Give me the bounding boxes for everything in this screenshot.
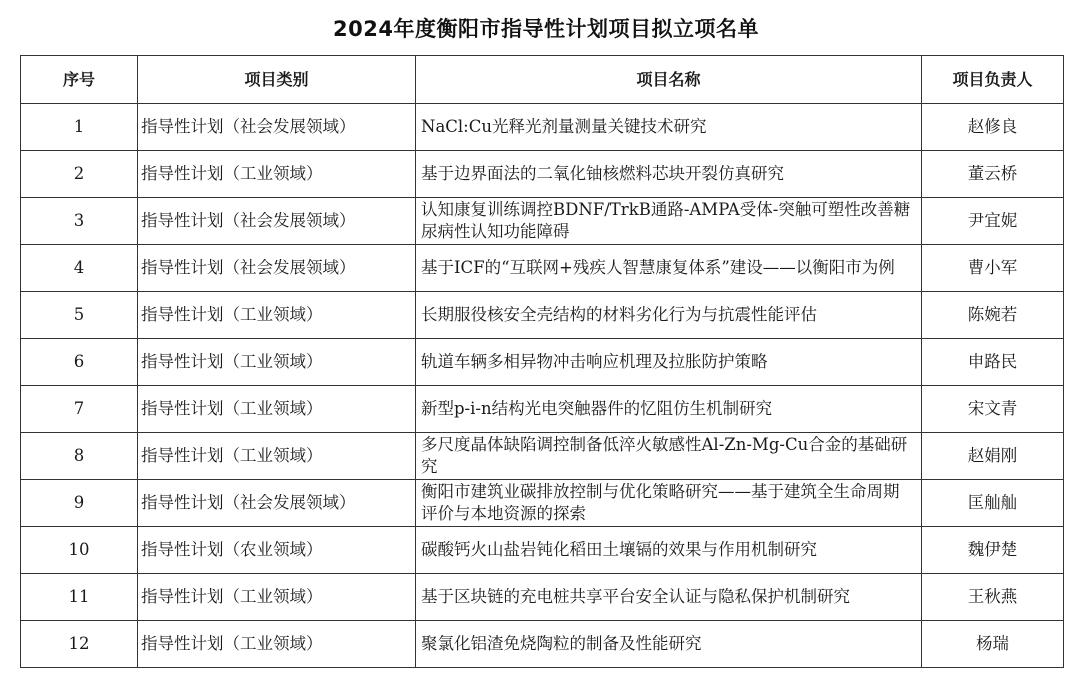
table-row (21, 574, 1064, 621)
table-body (21, 104, 1064, 668)
table-row (21, 104, 1064, 151)
document-title: 2024年度衡阳市指导性计划项目拟立项名单 (333, 17, 759, 41)
table-row (21, 433, 1064, 480)
table-row (21, 292, 1064, 339)
row-index-cell: 5 (21, 292, 138, 339)
row-leader-cell: 陈婉若 (922, 292, 1064, 339)
row-name-cell: 衡阳市建筑业碳排放控制与优化策略研究——基于建筑全生命周期评价与本地资源的探索 (416, 480, 922, 527)
row-index-cell: 4 (21, 245, 138, 292)
row-leader-cell: 曹小军 (922, 245, 1064, 292)
row-index-cell: 11 (21, 574, 138, 621)
row-leader-cell: 赵修良 (922, 104, 1064, 151)
row-name-cell: 轨道车辆多相异物冲击响应机理及拉胀防护策略 (416, 339, 922, 386)
row-category-cell: 指导性计划（社会发展领域） (138, 104, 416, 151)
row-name-cell: 多尺度晶体缺陷调控制备低淬火敏感性Al-Zn-Mg-Cu合金的基础研究 (416, 433, 922, 480)
row-name-cell: 新型p-i-n结构光电突触器件的忆阻仿生机制研究 (416, 386, 922, 433)
row-category-cell: 指导性计划（工业领域） (138, 151, 416, 198)
row-name-cell: 聚氯化铝渣免烧陶粒的制备及性能研究 (416, 621, 922, 668)
row-category-cell: 指导性计划（社会发展领域） (138, 480, 416, 527)
row-name-cell: NaCl:Cu光释光剂量测量关键技术研究 (416, 104, 922, 151)
row-leader-cell: 尹宜妮 (922, 198, 1064, 245)
row-name-cell: 基于ICF的“互联网+残疾人智慧康复体系”建设——以衡阳市为例 (416, 245, 922, 292)
row-category-cell: 指导性计划（工业领域） (138, 574, 416, 621)
table-row (21, 198, 1064, 245)
row-leader-cell: 申路民 (922, 339, 1064, 386)
row-index-cell: 12 (21, 621, 138, 668)
row-index-cell: 2 (21, 151, 138, 198)
header-leader: 项目负责人 (922, 56, 1064, 104)
row-category-cell: 指导性计划（工业领域） (138, 292, 416, 339)
row-category-cell: 指导性计划（工业领域） (138, 339, 416, 386)
row-index-cell: 1 (21, 104, 138, 151)
row-name-cell: 基于边界面法的二氧化铀核燃料芯块开裂仿真研究 (416, 151, 922, 198)
row-leader-cell: 魏伊楚 (922, 527, 1064, 574)
row-index-cell: 7 (21, 386, 138, 433)
table-header-row (21, 56, 1064, 104)
row-leader-cell: 王秋燕 (922, 574, 1064, 621)
row-leader-cell: 赵娟刚 (922, 433, 1064, 480)
row-leader-cell: 杨瑞 (922, 621, 1064, 668)
table-row (21, 480, 1064, 527)
row-name-cell: 长期服役核安全壳结构的材料劣化行为与抗震性能评估 (416, 292, 922, 339)
row-category-cell: 指导性计划（社会发展领域） (138, 198, 416, 245)
row-category-cell: 指导性计划（农业领域） (138, 527, 416, 574)
table-row (21, 339, 1064, 386)
row-index-cell: 3 (21, 198, 138, 245)
table-row (21, 621, 1064, 668)
row-category-cell: 指导性计划（工业领域） (138, 621, 416, 668)
header-name: 项目名称 (416, 56, 922, 104)
row-name-cell: 基于区块链的充电桩共享平台安全认证与隐私保护机制研究 (416, 574, 922, 621)
row-category-cell: 指导性计划（工业领域） (138, 386, 416, 433)
table-row (21, 386, 1064, 433)
table-row (21, 245, 1064, 292)
table-row (21, 527, 1064, 574)
row-name-cell: 碳酸钙火山盐岩钝化稻田土壤镉的效果与作用机制研究 (416, 527, 922, 574)
row-leader-cell: 董云桥 (922, 151, 1064, 198)
row-index-cell: 6 (21, 339, 138, 386)
project-list-table (20, 55, 1064, 668)
row-leader-cell: 匡舢舢 (922, 480, 1064, 527)
row-leader-cell: 宋文青 (922, 386, 1064, 433)
row-category-cell: 指导性计划（社会发展领域） (138, 245, 416, 292)
header-index: 序号 (21, 56, 138, 104)
row-category-cell: 指导性计划（工业领域） (138, 433, 416, 480)
row-index-cell: 8 (21, 433, 138, 480)
table-row (21, 151, 1064, 198)
header-category: 项目类别 (138, 56, 416, 104)
row-index-cell: 9 (21, 480, 138, 527)
row-name-cell: 认知康复训练调控BDNF/TrkB通路-AMPA受体-突触可塑性改善糖尿病性认知功能障碍 (416, 198, 922, 245)
row-index-cell: 10 (21, 527, 138, 574)
